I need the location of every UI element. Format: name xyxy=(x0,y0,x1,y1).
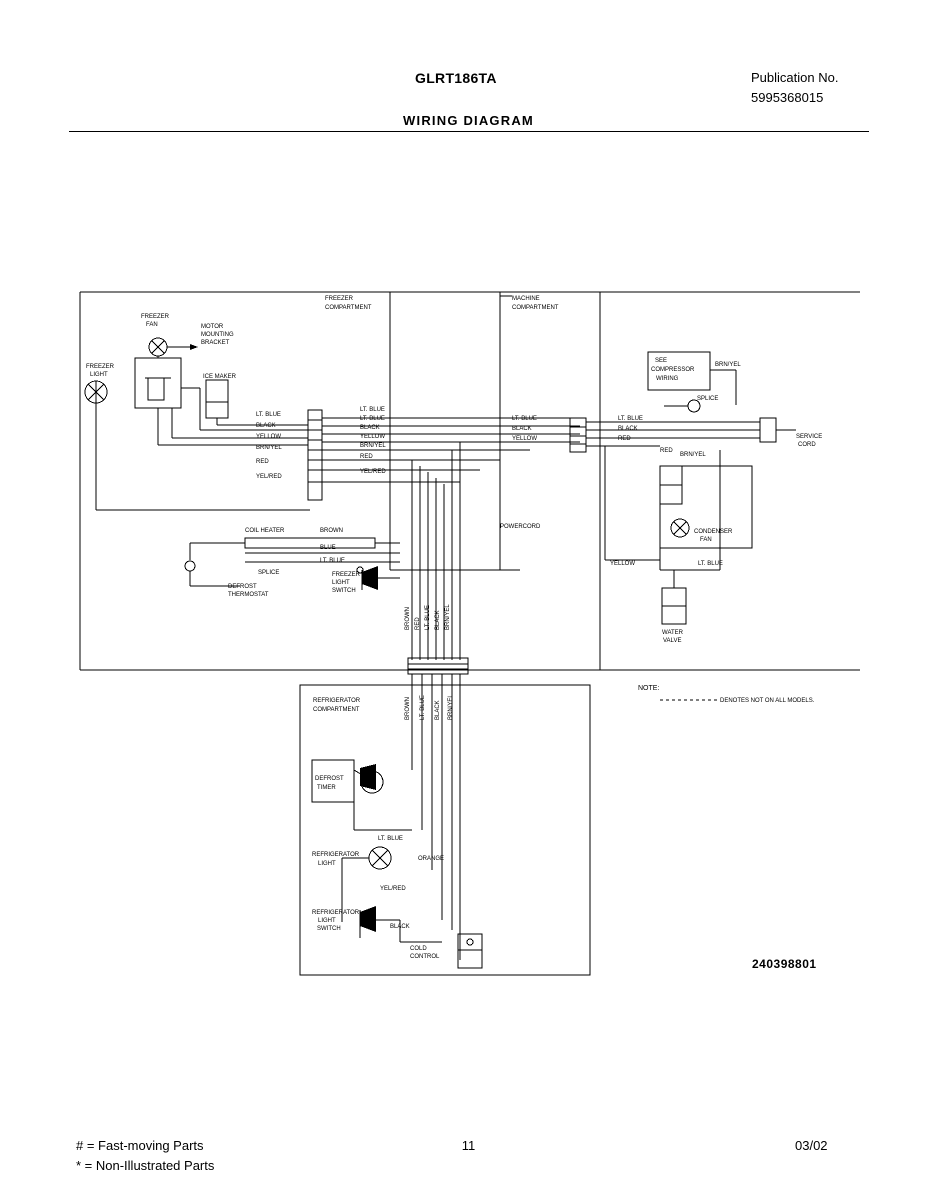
wire-label-lt-blue-v2: LT. BLUE xyxy=(420,695,426,720)
label-defrost-timer-2: TIMER xyxy=(317,785,336,791)
legend-fast-moving: # = Fast-moving Parts xyxy=(76,1138,204,1153)
label-motor-bracket: MOTOR xyxy=(201,324,224,330)
label-condenser-fan-2: FAN xyxy=(700,537,712,543)
model-number: GLRT186TA xyxy=(415,70,497,86)
label-compressor-wiring: SEE xyxy=(655,358,668,364)
label-motor-bracket-3: BRACKET xyxy=(201,340,230,346)
wire-label-yellow-4: YELLOW xyxy=(610,561,636,567)
wire-label-brnyel-2: BRN/YEL xyxy=(360,443,386,449)
label-freezer-light: FREEZER xyxy=(86,364,115,370)
wire-label-red-v: RED xyxy=(415,617,421,630)
label-refrigerator-compartment-2: COMPARTMENT xyxy=(313,707,360,713)
wire-label-black-v2: BLACK xyxy=(435,700,441,720)
wire-label-black-4: BLACK xyxy=(618,426,638,432)
page-number: 11 xyxy=(461,1138,476,1153)
wire-label-lt-blue-1: LT. BLUE xyxy=(256,412,281,418)
label-machine-compartment: MACHINE xyxy=(512,296,540,302)
label-ice-maker: ICE MAKER xyxy=(203,374,237,380)
footer-date: 03/02 xyxy=(795,1138,828,1153)
wire-label-yellow-2: YELLOW xyxy=(360,434,386,440)
wire-label-black-1: BLACK xyxy=(256,423,276,429)
publication-label: Publication No. xyxy=(751,70,839,85)
wire-label-lt-blue-v: LT. BLUE xyxy=(425,605,431,630)
wire-label-brnyel-v: BRN/YEL xyxy=(445,604,451,630)
wire-label-red-2: RED xyxy=(360,454,373,460)
wire-label-yelred-1: YEL/RED xyxy=(256,474,282,480)
label-freezer-compartment-2: COMPARTMENT xyxy=(325,305,372,311)
label-condenser-fan: CONDENSER xyxy=(694,529,733,535)
wire-label-blue-1: BLUE xyxy=(320,545,336,551)
label-water-valve: WATER xyxy=(662,630,683,636)
label-defrost-timer: DEFROST xyxy=(315,776,344,782)
label-freezer-fan: FREEZER xyxy=(141,314,170,320)
wire-label-brnyel-3: BRN/YEL xyxy=(715,362,741,368)
label-cold-control-2: CONTROL xyxy=(410,954,440,960)
publication-number: 5995368015 xyxy=(751,90,824,105)
page-title: WIRING DIAGRAM xyxy=(403,113,534,128)
legend-non-illustrated: * = Non-Illustrated Parts xyxy=(76,1158,215,1173)
wiring-diagram xyxy=(60,270,880,990)
label-freezer-compartment: FREEZER xyxy=(325,296,354,302)
wire-label-orange: ORANGE xyxy=(418,856,445,862)
wire-label-brown-v: BROWN xyxy=(405,607,411,630)
wire-label-splice-2: SPLICE xyxy=(697,396,719,402)
label-freezer-light-switch-3: SWITCH xyxy=(332,588,356,594)
wire-label-lt-blue-2: LT. BLUE xyxy=(360,407,385,413)
label-freezer-fan-2: FAN xyxy=(146,322,158,328)
wire-label-yellow-3: YELLOW xyxy=(512,436,538,442)
label-water-valve-2: VALVE xyxy=(663,638,682,644)
drawing-number: 240398801 xyxy=(752,957,817,971)
label-refrigerator-light-2: LIGHT xyxy=(318,861,336,867)
label-freezer-light-switch-2: LIGHT xyxy=(332,580,350,586)
wire-label-lt-blue-5: LT. BLUE xyxy=(618,416,643,422)
label-freezer-light-switch: FREEZER xyxy=(332,572,361,578)
label-splice: SPLICE xyxy=(258,570,280,576)
label-freezer-light-2: LIGHT xyxy=(90,372,108,378)
label-service-cord-2: CORD xyxy=(798,442,816,448)
label-cold-control: COLD xyxy=(410,946,427,952)
label-machine-compartment-2: COMPARTMENT xyxy=(512,305,559,311)
wire-label-lt-blue-3: LT. BLUE xyxy=(360,416,385,422)
label-refrigerator-compartment: REFRIGERATOR xyxy=(313,698,361,704)
label-powercord: POWERCORD xyxy=(500,524,541,530)
wire-label-black-5: BLACK xyxy=(390,924,410,930)
wire-label-lt-blue-8: LT. BLUE xyxy=(378,836,403,842)
wire-label-lt-blue-6: LT. BLUE xyxy=(698,561,723,567)
wire-label-yellow-1: YELLOW xyxy=(256,434,282,440)
wire-label-yelred-2: YEL/RED xyxy=(360,469,386,475)
label-motor-bracket-2: MOUNTING xyxy=(201,332,234,338)
wire-label-lt-blue-4: LT. BLUE xyxy=(512,416,537,422)
label-service-cord: SERVICE xyxy=(796,434,823,440)
wire-label-yelred-3: YEL/RED xyxy=(380,886,406,892)
wire-label-black-3: BLACK xyxy=(512,426,532,432)
wire-label-red-1: RED xyxy=(256,459,269,465)
label-defrost-thermostat: DEFROST xyxy=(228,584,257,590)
wire-label-brnyel-4: BRN/YEL xyxy=(680,452,706,458)
header-divider xyxy=(69,131,869,132)
wire-label-brown-1: BROWN xyxy=(320,528,343,534)
wire-label-red-4: RED xyxy=(660,448,673,454)
label-refrigerator-light-switch-3: SWITCH xyxy=(317,926,341,932)
label-coil-heater: COIL HEATER xyxy=(245,528,285,534)
label-defrost-thermostat-2: THERMOSTAT xyxy=(228,592,269,598)
note-title: NOTE: xyxy=(638,685,660,692)
label-refrigerator-light-switch: REFRIGERATOR xyxy=(312,910,360,916)
label-compressor-wiring-3: WIRING xyxy=(656,376,679,382)
wire-label-brnyel-v2: BRN/YEL xyxy=(448,694,454,720)
wire-label-black-2: BLACK xyxy=(360,425,380,431)
wire-label-brnyel-1: BRN/YEL xyxy=(256,445,282,451)
note-text: DENOTES NOT ON ALL MODELS. xyxy=(720,698,815,704)
label-compressor-wiring-2: COMPRESSOR xyxy=(651,367,695,373)
wire-label-black-v: BLACK xyxy=(435,610,441,630)
label-refrigerator-light: REFRIGERATOR xyxy=(312,852,360,858)
wire-label-brown-v2: BROWN xyxy=(405,697,411,720)
wire-label-red-3: RED xyxy=(618,436,631,442)
label-refrigerator-light-switch-2: LIGHT xyxy=(318,918,336,924)
wire-label-lt-blue-7: LT. BLUE xyxy=(320,558,345,564)
